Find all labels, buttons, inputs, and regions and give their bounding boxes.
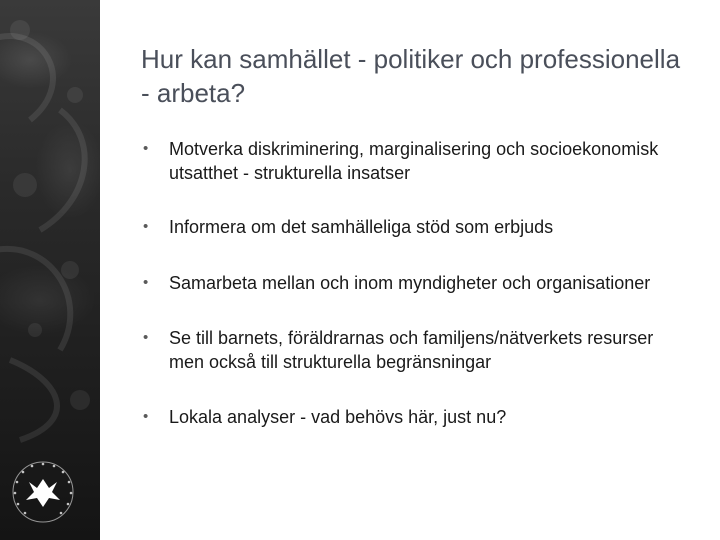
- list-item: [141, 405, 686, 429]
- list-item-text: Se till barnets, föräldrarnas och familjens/nätverkets resurser men också till strukturella begränsningar: [169, 328, 654, 372]
- bullet-marker: •: [143, 218, 149, 235]
- decorative-sidebar: [0, 0, 100, 540]
- list-item: [141, 137, 686, 185]
- slide-title: Hur kan samhället - politiker och professionella - arbeta?: [141, 44, 681, 108]
- list-item: [141, 215, 686, 239]
- list-item: [141, 326, 686, 374]
- list-item: [141, 271, 686, 295]
- bullet-marker: •: [143, 329, 149, 346]
- university-logo-icon: [8, 455, 78, 530]
- bullet-marker: •: [143, 274, 149, 291]
- list-item-text: Informera om det samhälleliga stöd som erbjuds: [169, 217, 554, 237]
- bullet-marker: •: [143, 140, 149, 157]
- bullet-marker: •: [143, 408, 149, 425]
- list-item-text: Lokala analyser - vad behövs här, just nu?: [169, 407, 507, 427]
- bullet-list: [141, 137, 686, 429]
- list-item-text: Samarbeta mellan och inom myndigheter och organisationer: [169, 273, 651, 293]
- list-item-text: Motverka diskriminering, marginalisering och socioekonomisk utsatthet - strukturella insatser: [169, 139, 659, 183]
